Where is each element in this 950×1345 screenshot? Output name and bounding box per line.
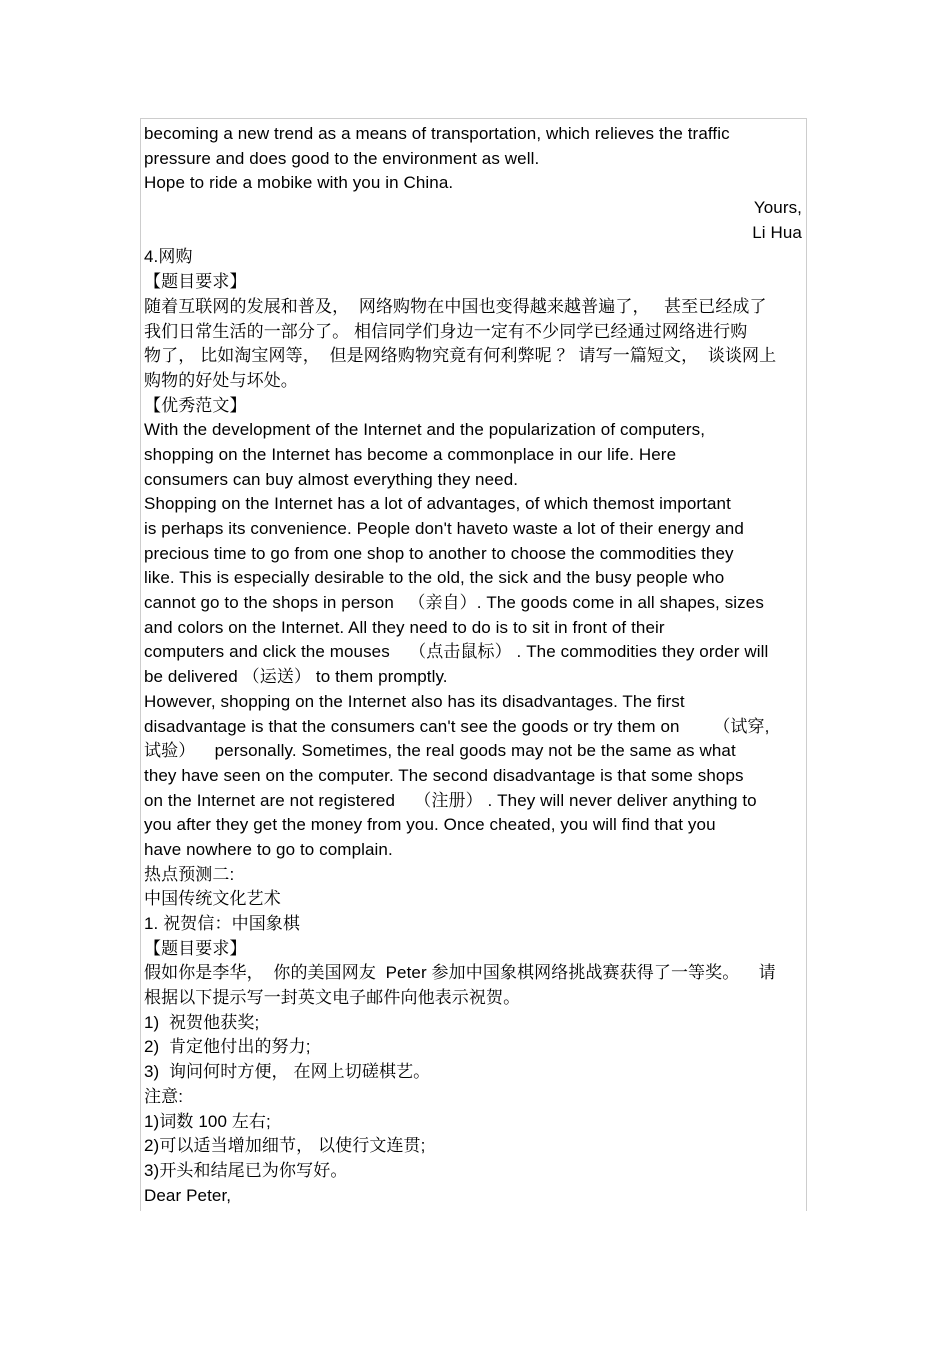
text-line: 根据以下提示写一封英文电子邮件向他表示祝贺。 (144, 988, 521, 1008)
content-lines (144, 122, 804, 1208)
text-line: 购物的好处与坏处。 (144, 370, 298, 390)
text-line: Shopping on the Internet has a lot of advantages, of which themost important (144, 494, 731, 514)
text-line: and colors on the Internet. All they need to do is to sit in front of their (144, 617, 665, 637)
text-line: 3)开头和结尾已为你写好。 (144, 1160, 348, 1180)
text-line: disadvantage is that the consumers can't see the goods or try them on （试穿, (144, 716, 770, 736)
text-line: 热点预测二: (144, 864, 235, 884)
text-line: Li Hua (752, 222, 802, 242)
text-line: 1. 祝贺信：中国象棋 (144, 914, 301, 933)
text-line: 中国传统文化艺术 (144, 889, 281, 909)
text-line: you after they get the money from you. Once cheated, you will find that you (144, 815, 716, 835)
text-line: 3) 询问何时方便， 在网上切磋棋艺。 (144, 1062, 431, 1082)
document-table-cell (140, 118, 807, 1211)
text-line: 随着互联网的发展和普及， 网络购物在中国也变得越来越普遍了， 甚至已经成了 (144, 296, 767, 316)
text-line: With the development of the Internet and the popularization of computers, (144, 420, 706, 440)
text-line: 4.网购 (144, 247, 193, 267)
text-line: 假如你是李华， 你的美国网友 Peter 参加中国象棋网络挑战赛获得了一等奖。 请 (144, 963, 776, 983)
text-line: becoming a new trend as a means of transportation, which relieves the traffic (144, 124, 730, 143)
text-line: like. This is especially desirable to the old, the sick and the busy people who (144, 568, 725, 588)
text-line: 物了， 比如淘宝网等， 但是网络购物究竟有何利弊呢 ？ 请写一篇短文， 谈谈网上 (144, 346, 777, 366)
text-line: 【优秀范文】 (144, 395, 247, 415)
text-line: consumers can buy almost everything they need. (144, 469, 519, 489)
text-line: is perhaps its convenience. People don't haveto waste a lot of their energy and (144, 519, 744, 538)
text-line: precious time to go from one shop to another to choose the commodities they (144, 543, 734, 563)
text-line: cannot go to the shops in person （亲自）. The goods come in all shapes, sizes (144, 593, 764, 613)
text-line: 注意: (144, 1086, 184, 1106)
text-line: have nowhere to go to complain. (144, 839, 393, 859)
text-line: 1) 祝贺他获奖; (144, 1012, 260, 1032)
text-line: 【题目要求】 (144, 938, 247, 958)
text-line: Yours, (753, 198, 802, 218)
text-line: shopping on the Internet has become a commonplace in our life. Here (144, 444, 677, 464)
text-line: However, shopping on the Internet also has its disadvantages. The first (144, 691, 685, 711)
text-line: be delivered （运送） to them promptly. (144, 667, 448, 687)
text-line: Dear Peter, (144, 1185, 232, 1205)
text-line: pressure and does good to the environment as well. (144, 148, 540, 168)
text-line: 我们日常生活的一部分了。 相信同学们身边一定有不少同学已经通过网络进行购 (144, 321, 748, 341)
text-line: 2) 肯定他付出的努力; (144, 1037, 311, 1057)
text-line: 【题目要求】 (144, 272, 247, 292)
text-line: they have seen on the computer. The second disadvantage is that some shops (144, 765, 744, 785)
text-line: computers and click the mouses （点击鼠标） . The commodities they order will (144, 642, 769, 662)
text-line: on the Internet are not registered （注册） . They will never deliver anything to (144, 790, 757, 810)
text-line: 2)可以适当增加细节， 以使行文连贯; (144, 1136, 426, 1156)
text-line: Hope to ride a mobike with you in China. (144, 173, 454, 193)
text-line: 1)词数 100 左右; (144, 1111, 271, 1131)
text-line: 试验） personally. Sometimes, the real goods may not be the same as what (144, 741, 736, 761)
